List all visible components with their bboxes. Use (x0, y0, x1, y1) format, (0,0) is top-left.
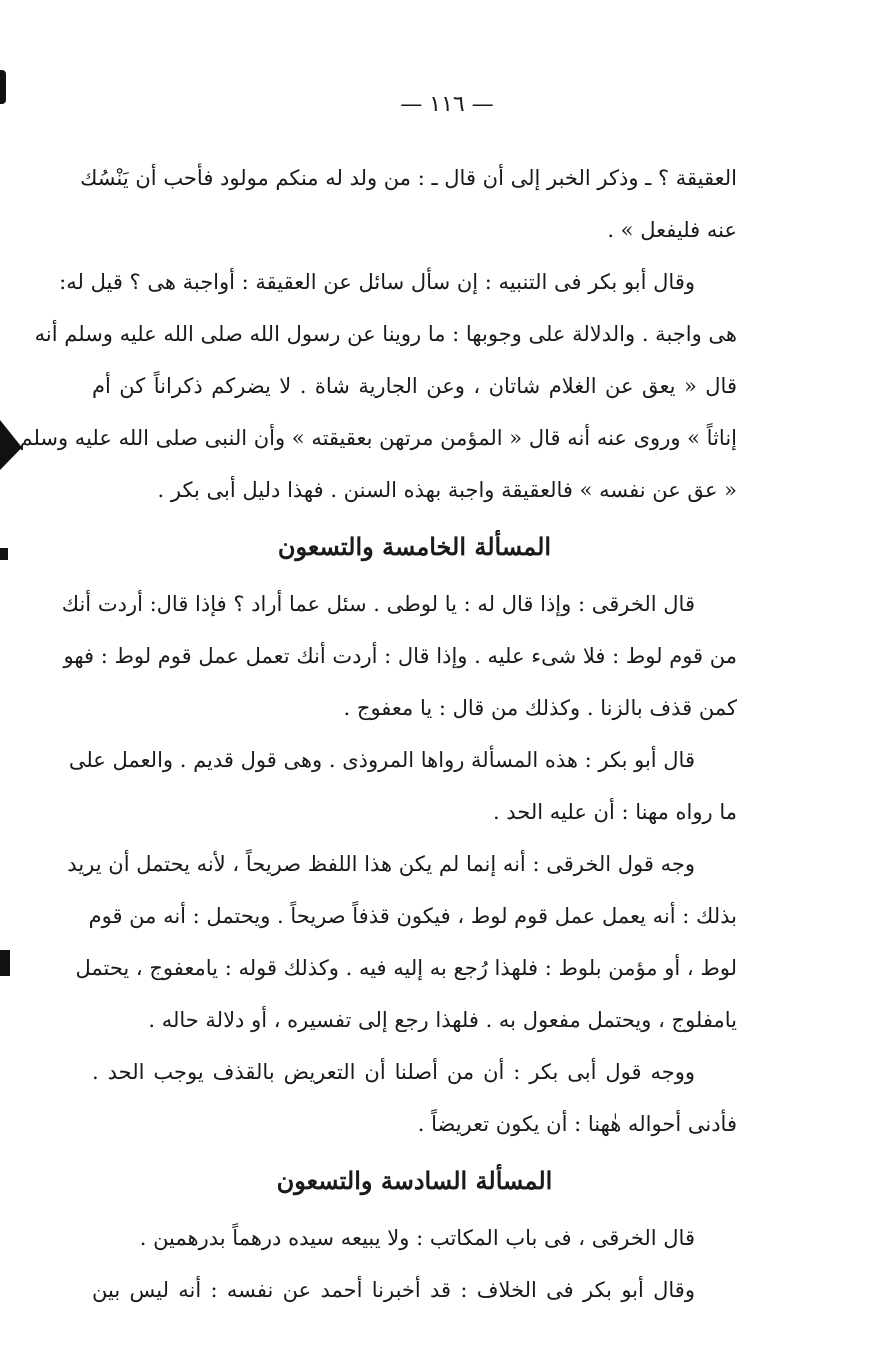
section-heading: المسألة السادسة والتسعون (276, 1166, 553, 1195)
text-line: وقال أبو بكر فى التنبيه : إن سأل سائل عن العقيقة : أواجبة هى ؟ قيل له: (59, 270, 695, 294)
text-line: لوط ، أو مؤمن بلوط : فلهذا رُجع به إليه فيه . وكذلك قوله : يامعفوج ، يحتمل (75, 956, 737, 980)
text-line: إناثاً » وروى عنه أنه قال « المؤمن مرتهن بعقيقته » وأن النبى صلى الله عليه وسلم (19, 426, 737, 450)
text-line: ووجه قول أبى بكر : أن من أصلنا أن التعريض بالقذف يوجب الحد . (92, 1060, 695, 1084)
text-line: بذلك : أنه يعمل عمل قوم لوط ، فيكون قذفاً صريحاً . ويحتمل : أنه من قوم (88, 904, 737, 928)
scan-edge-mark-lower (0, 950, 10, 976)
scan-edge-mark-small (0, 548, 8, 560)
scan-edge-mark-top (0, 70, 6, 104)
text-line: قال الخرقى : وإذا قال له : يا لوطى . سئل عما أراد ؟ فإذا قال: أردت أنك (61, 592, 695, 616)
text-line: العقيقة ؟ ـ وذكر الخبر إلى أن قال ـ : من ولد له منكم مولود فأحب أن يَنْسُك (80, 166, 737, 190)
text-line: قال « يعق عن الغلام شاتان ، وعن الجارية شاة . لا يضركم ذكراناً كن أم (92, 374, 737, 398)
page-number: — ١١٦ — (400, 92, 494, 117)
section-heading: المسألة الخامسة والتسعون (277, 532, 552, 561)
text-line: قال أبو بكر : هذه المسألة رواها المروذى . وهى قول قديم . والعمل على (68, 748, 695, 772)
text-line: كمن قذف بالزنا . وكذلك من قال : يا معفوج . (343, 696, 737, 720)
text-line: يامفلوج ، ويحتمل مفعول به . فلهذا رجع إلى تفسيره ، أو دلالة حاله . (148, 1008, 737, 1032)
text-line: هى واجبة . والدلالة على وجوبها : ما روينا عن رسول الله صلى الله عليه وسلم أنه (34, 322, 737, 346)
text-line: من قوم لوط : فلا شىء عليه . وإذا قال : أردت أنك تعمل عمل قوم لوط : فهو (63, 644, 737, 668)
text-line: عنه فليفعل » . (607, 218, 737, 242)
body-text (19, 152, 737, 1316)
text-line: وجه قول الخرقى : أنه إنما لم يكن هذا اللفظ صريحاً ، لأنه يحتمل أن يريد (67, 852, 695, 876)
text-line: « عق عن نفسه » فالعقيقة واجبة بهذه السنن . فهذا دليل أبى بكر . (157, 478, 737, 502)
text-line: فأدنى أحواله هٰهنا : أن يكون تعريضاً . (417, 1112, 737, 1136)
text-line: وقال أبو بكر فى الخلاف : قد أخبرنا أحمد عن نفسه : أنه ليس بين (92, 1278, 695, 1302)
text-line: ما رواه مهنا : أن عليه الحد . (492, 800, 737, 824)
text-line: قال الخرقى ، فى باب المكاتب : ولا يبيعه سيده درهماً بدرهمين . (139, 1226, 695, 1250)
